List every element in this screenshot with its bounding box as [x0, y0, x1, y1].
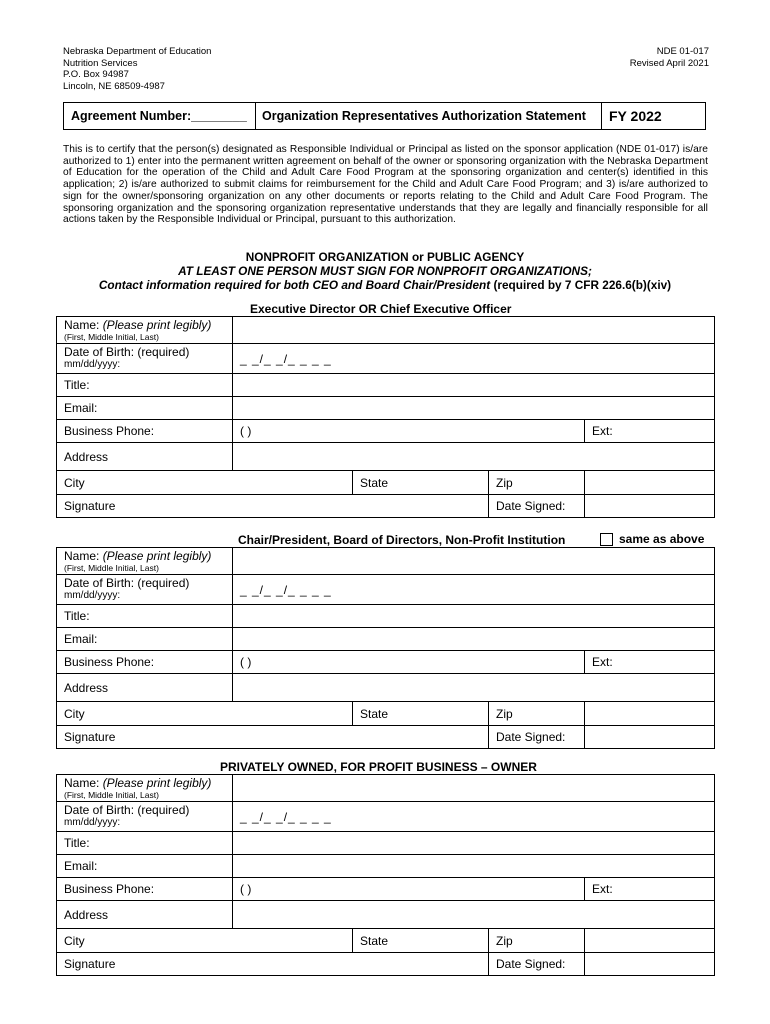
section-ceo-title: Executive Director OR Chief Executive Officer: [250, 302, 512, 316]
name-label: Name: (Please print legibly) (First, Middle Initial, Last): [57, 317, 233, 344]
certification-text: This is to certify that the person(s) designated as Responsible Individual or Principal as listed on the sponsor application (NDE 01-017) is/are authorized to 1) enter into the permanent written agreement on behalf of the owner or sponsoring organization with the Nebraska Department of Education for the operation of the Child and Adult Care Food Program at the sponsoring organization and center(s) identified in this application; 2) is/are authorized to submit claims for reimbursement for the Child and Adult Care Food Program; and 3) is/are authorized to sign for the owner/sponsoring organization on any other documents or reports relating to the Child and Adult Care Food Program. The sponsoring organization and the sponsoring organization representative understands that they are legally and financially responsible for all actions taken by the Responsible Individual or Principal, pursuant to this authorization.: [63, 144, 708, 226]
state-input[interactable]: State: [353, 471, 489, 495]
email-label: Email:: [57, 397, 233, 420]
form-revised: Revised April 2021: [629, 57, 709, 69]
chair-form: [56, 547, 715, 749]
zip-input[interactable]: Zip: [489, 702, 585, 726]
dob-input[interactable]: _ _/_ _/_ _ _ _: [233, 344, 715, 374]
phone-input[interactable]: ( ): [233, 651, 585, 674]
title-label: Title:: [57, 832, 233, 855]
section-chair-title: Chair/President, Board of Directors, Non-Profit Institution: [238, 533, 566, 547]
address-label: Address: [57, 674, 233, 702]
signature-input[interactable]: Signature: [57, 726, 489, 749]
phone-label: Business Phone:: [57, 878, 233, 901]
ext-input[interactable]: Ext:: [585, 420, 715, 443]
date-signed-input[interactable]: [585, 495, 715, 518]
phone-label: Business Phone:: [57, 420, 233, 443]
state-input[interactable]: State: [353, 929, 489, 953]
same-as-above-label: same as above: [619, 532, 705, 546]
email-label: Email:: [57, 855, 233, 878]
title-label: Title:: [57, 374, 233, 397]
agency-city: Lincoln, NE 68509-4987: [63, 80, 165, 92]
name-label: Name: (Please print legibly) (First, Middle Initial, Last): [57, 775, 233, 802]
agency-po-box: P.O. Box 94987: [63, 69, 129, 80]
ext-input[interactable]: Ext:: [585, 878, 715, 901]
city-input[interactable]: City: [57, 471, 353, 495]
title-input[interactable]: [233, 374, 715, 397]
agency-address: [63, 46, 211, 92]
dob-input[interactable]: _ _/_ _/_ _ _ _: [233, 575, 715, 605]
date-signed-input[interactable]: [585, 953, 715, 976]
nonprofit-heading: NONPROFIT ORGANIZATION or PUBLIC AGENCY: [245, 250, 525, 264]
form-title: Organization Representatives Authorization Statement: [256, 103, 602, 129]
zip-input[interactable]: Zip: [489, 929, 585, 953]
zip-input[interactable]: Zip: [489, 471, 585, 495]
dob-label: Date of Birth: (required) mm/dd/yyyy:: [57, 802, 233, 832]
date-signed-label: Date Signed:: [489, 495, 585, 518]
agreement-number-field[interactable]: Agreement Number:________: [64, 103, 256, 129]
name-input[interactable]: [233, 317, 715, 344]
title-input[interactable]: [233, 832, 715, 855]
email-input[interactable]: [233, 628, 715, 651]
date-signed-input[interactable]: [585, 726, 715, 749]
email-input[interactable]: [233, 397, 715, 420]
email-label: Email:: [57, 628, 233, 651]
phone-label: Business Phone:: [57, 651, 233, 674]
fiscal-year: FY 2022: [609, 108, 662, 124]
agency-division: Nutrition Services: [63, 57, 138, 69]
email-input[interactable]: [233, 855, 715, 878]
zip-extra[interactable]: [585, 929, 715, 953]
date-signed-label: Date Signed:: [489, 726, 585, 749]
same-as-above-checkbox[interactable]: [600, 533, 613, 546]
owner-form: [56, 774, 715, 976]
title-bar: [63, 102, 706, 130]
name-input[interactable]: [233, 548, 715, 575]
date-signed-label: Date Signed:: [489, 953, 585, 976]
name-input[interactable]: [233, 775, 715, 802]
address-label: Address: [57, 443, 233, 471]
zip-extra[interactable]: [585, 702, 715, 726]
address-input[interactable]: [233, 901, 715, 929]
city-input[interactable]: City: [57, 929, 353, 953]
address-label: Address: [57, 901, 233, 929]
state-input[interactable]: State: [353, 702, 489, 726]
address-input[interactable]: [233, 443, 715, 471]
dob-label: Date of Birth: (required) mm/dd/yyyy:: [57, 344, 233, 374]
signature-input[interactable]: Signature: [57, 495, 489, 518]
dob-input[interactable]: _ _/_ _/_ _ _ _: [233, 802, 715, 832]
signature-input[interactable]: Signature: [57, 953, 489, 976]
ceo-form: [56, 316, 715, 518]
dob-label: Date of Birth: (required) mm/dd/yyyy:: [57, 575, 233, 605]
section-owner-title: PRIVATELY OWNED, FOR PROFIT BUSINESS – OWNER: [220, 760, 537, 774]
ext-input[interactable]: Ext:: [585, 651, 715, 674]
title-label: Title:: [57, 605, 233, 628]
address-input[interactable]: [233, 674, 715, 702]
contact-requirement: Contact information required for both CEO and Board Chair/President (required by 7 CFR 226.6(b)(xiv): [98, 278, 672, 292]
phone-input[interactable]: ( ): [233, 878, 585, 901]
city-input[interactable]: City: [57, 702, 353, 726]
phone-input[interactable]: ( ): [233, 420, 585, 443]
name-label: Name: (Please print legibly) (First, Middle Initial, Last): [57, 548, 233, 575]
zip-extra[interactable]: [585, 471, 715, 495]
nonprofit-requirement: AT LEAST ONE PERSON MUST SIGN FOR NONPROFIT ORGANIZATIONS;: [178, 264, 592, 278]
title-input[interactable]: [233, 605, 715, 628]
form-id: [560, 46, 709, 69]
form-number: NDE 01-017: [656, 46, 709, 57]
agency-name: Nebraska Department of Education: [63, 46, 212, 57]
same-as-above[interactable]: [600, 532, 704, 546]
